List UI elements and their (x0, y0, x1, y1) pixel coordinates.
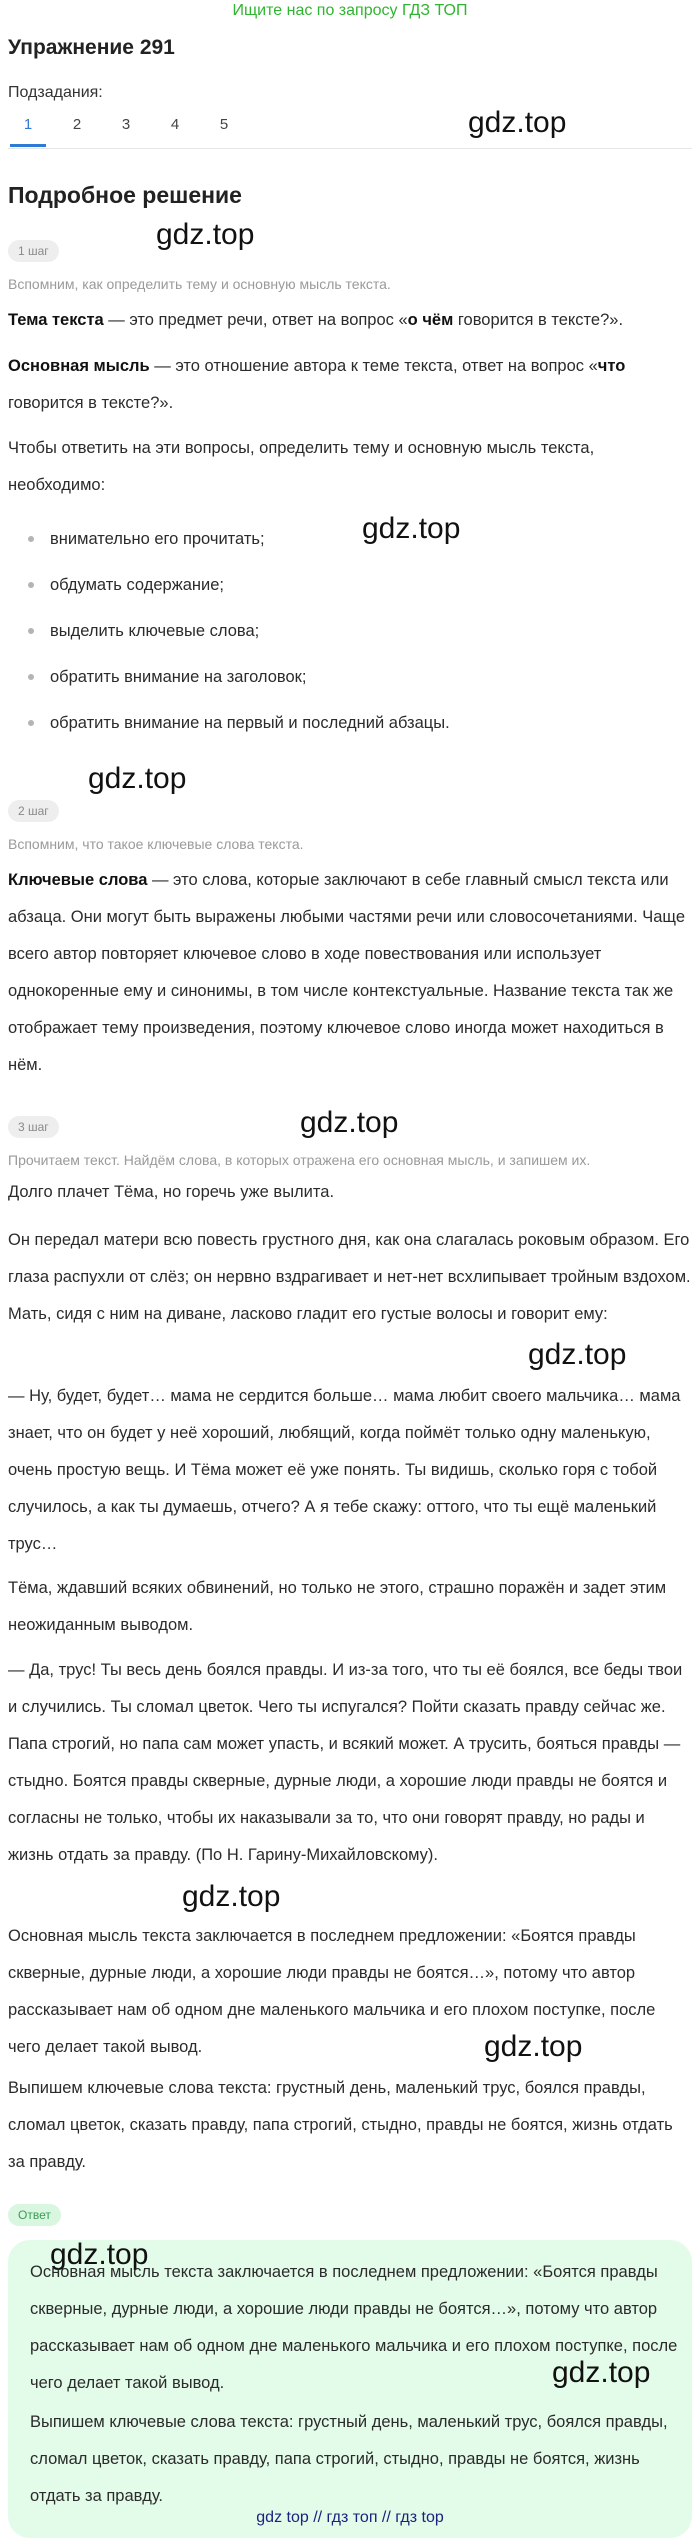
paragraph: Он передал матери всю повесть грустного дня, как она слагалась роковым образом. Его глаза распухли от слёз; он нервно вздрагивает и нет-нет всхлипывает тройным вздохом. Мать, сидя с ним на диване, ласково гладит его густые волосы и говорит ему: (8, 1231, 691, 1323)
definition-text: говорится в тексте?». (453, 311, 624, 329)
bullet-dot (28, 628, 34, 634)
step-badge: 1 шаг (8, 240, 59, 262)
watermark: gdz.top (484, 2030, 583, 2063)
paragraph: Выпишем ключевые слова текста: грустный день, маленький трус, боялся правды, сломал цветок, сказать правду, папа строгий, стыдно, правды не боятся, жизнь отдать за правду. (8, 2079, 673, 2171)
watermark: gdz.top (50, 2238, 149, 2271)
tab-5[interactable]: 5 (219, 116, 229, 133)
definition-text: — это отношение автора к теме текста, ответ на вопрос « (149, 357, 598, 375)
list-item: внимательно его прочитать; (8, 518, 668, 564)
paragraph: Долго плачет Тёма, но горечь уже вылита. (8, 1183, 335, 1201)
tab-3[interactable]: 3 (121, 116, 131, 133)
paragraph: — Ну, будет, будет… мама не сердится больше… мама любит своего мальчика… мама знает, что он будет у неё хороший, любящий, когда поймёт только одну маленькую, очень простую вещь. И Тёма может её уже понять. Ты видишь, сколько горя с тобой случилось, а как ты думаешь, отчего? А я тебе скажу: оттого, что ты ещё маленький трус… (8, 1387, 681, 1553)
promo-banner[interactable]: Ищите нас по запросу ГДЗ ТОП (232, 2, 468, 19)
term: Тема текста (8, 311, 104, 329)
watermark: gdz.top (528, 1338, 627, 1371)
bullet-dot (28, 536, 34, 542)
answer-paragraph: Выпишем ключевые слова текста: грустный день, маленький трус, боялся правды, сломал цветок, сказать правду, папа строгий, стыдно, правды не боятся, жизнь отдать за правду. (30, 2413, 668, 2505)
paragraph: Чтобы ответить на эти вопросы, определить тему и основную мысль текста, необходимо: (8, 439, 595, 494)
tab-4[interactable]: 4 (170, 116, 180, 133)
step-hint: Прочитаем текст. Найдём слова, в которых отражена его основная мысль, и запишем их. (8, 1152, 591, 1168)
watermark: gdz.top (182, 1880, 281, 1913)
bullet-dot (28, 720, 34, 726)
answer-box (8, 2240, 692, 2538)
term: Ключевые слова (8, 871, 148, 889)
definition-text: говорится в тексте?». (8, 394, 174, 412)
list-item: обдумать содержание; (8, 564, 668, 610)
step-hint: Вспомним, что такое ключевые слова текста. (8, 836, 304, 852)
term: Основная мысль (8, 357, 150, 375)
step-badge: 2 шаг (8, 800, 59, 822)
page-title: Упражнение 291 (8, 36, 175, 59)
definition-text: — это предмет речи, ответ на вопрос « (103, 311, 408, 329)
watermark: gdz.top (552, 2356, 651, 2389)
bullet-dot (28, 674, 34, 680)
watermark: gdz.top (468, 106, 567, 139)
subtasks-label: Подзадания: (8, 84, 103, 101)
paragraph: Основная мысль текста заключается в последнем предложении: «Боятся правды скверные, дурные люди, а хорошие люди правды не боятся…», потому что автор рассказывает нам об одном дне маленького мальчика и его плохом поступке, после чего делает такой вывод. (8, 1927, 656, 2056)
definition-main-idea (8, 348, 692, 422)
watermark: gdz.top (300, 1106, 399, 1139)
question-word: о чём (407, 311, 454, 329)
subtask-tabs (8, 114, 692, 149)
checklist (8, 518, 668, 748)
list-item: обратить внимание на первый и последний абзацы. (8, 702, 668, 748)
solution-heading: Подробное решение (8, 182, 242, 208)
definition-topic (8, 302, 692, 339)
tab-1[interactable]: 1 (10, 114, 46, 136)
watermark: gdz.top (88, 762, 187, 795)
watermark: gdz.top (156, 218, 255, 251)
paragraph (8, 862, 692, 1084)
watermark: gdz.top (362, 512, 461, 545)
list-item: выделить ключевые слова; (8, 610, 668, 656)
paragraph: — Да, трус! Ты весь день боялся правды. И из-за того, что ты её боялся, все беды твои и случились. Ты сломал цветок. Чего ты испугался? Пойти сказать правду сейчас же. Папа строгий, но папа сам может упасть, и всякий может. А трусить, бояться правды — стыдно. Боятся правды скверные, дурные люди, а хорошие люди правды не боятся и согласны не только, чтобы их наказывали за то, что они говорят правду, но рады и жизнь отдать за правду. (По Н. Гарину-Михайловскому). (8, 1661, 683, 1864)
answer-badge: Ответ (8, 2204, 61, 2226)
tab-2[interactable]: 2 (72, 116, 82, 133)
question-word: что (597, 357, 626, 375)
bullet-dot (28, 582, 34, 588)
footer-links[interactable]: gdz top // гдз топ // гдз top (256, 2509, 444, 2526)
list-item: обратить внимание на заголовок; (8, 656, 668, 702)
paragraph: Тёма, ждавший всяких обвинений, но только не этого, страшно поражён и задет этим неожиданным выводом. (8, 1579, 667, 1634)
step-badge: 3 шаг (8, 1116, 59, 1138)
answer-paragraph: Основная мысль текста заключается в последнем предложении: «Боятся правды скверные, дурные люди, а хорошие люди правды не боятся…», потому что автор рассказывает нам об одном дне маленького мальчика и его плохом поступке, после чего делает такой вывод. (30, 2263, 678, 2392)
definition-text: — это слова, которые заключают в себе главный смысл текста или абзаца. Они могут быть выражены любыми частями речи или словосочетаниями. Чаще всего автор повторяет ключевое слово в ходе повествования или использует однокоренные ему и синонимы, в том числе контекстуальные. Название текста так же отображает тему произведения, поэтому ключевое слово иногда может находиться в нём. (8, 871, 685, 1074)
step-hint: Вспомним, как определить тему и основную мысль текста. (8, 276, 391, 292)
